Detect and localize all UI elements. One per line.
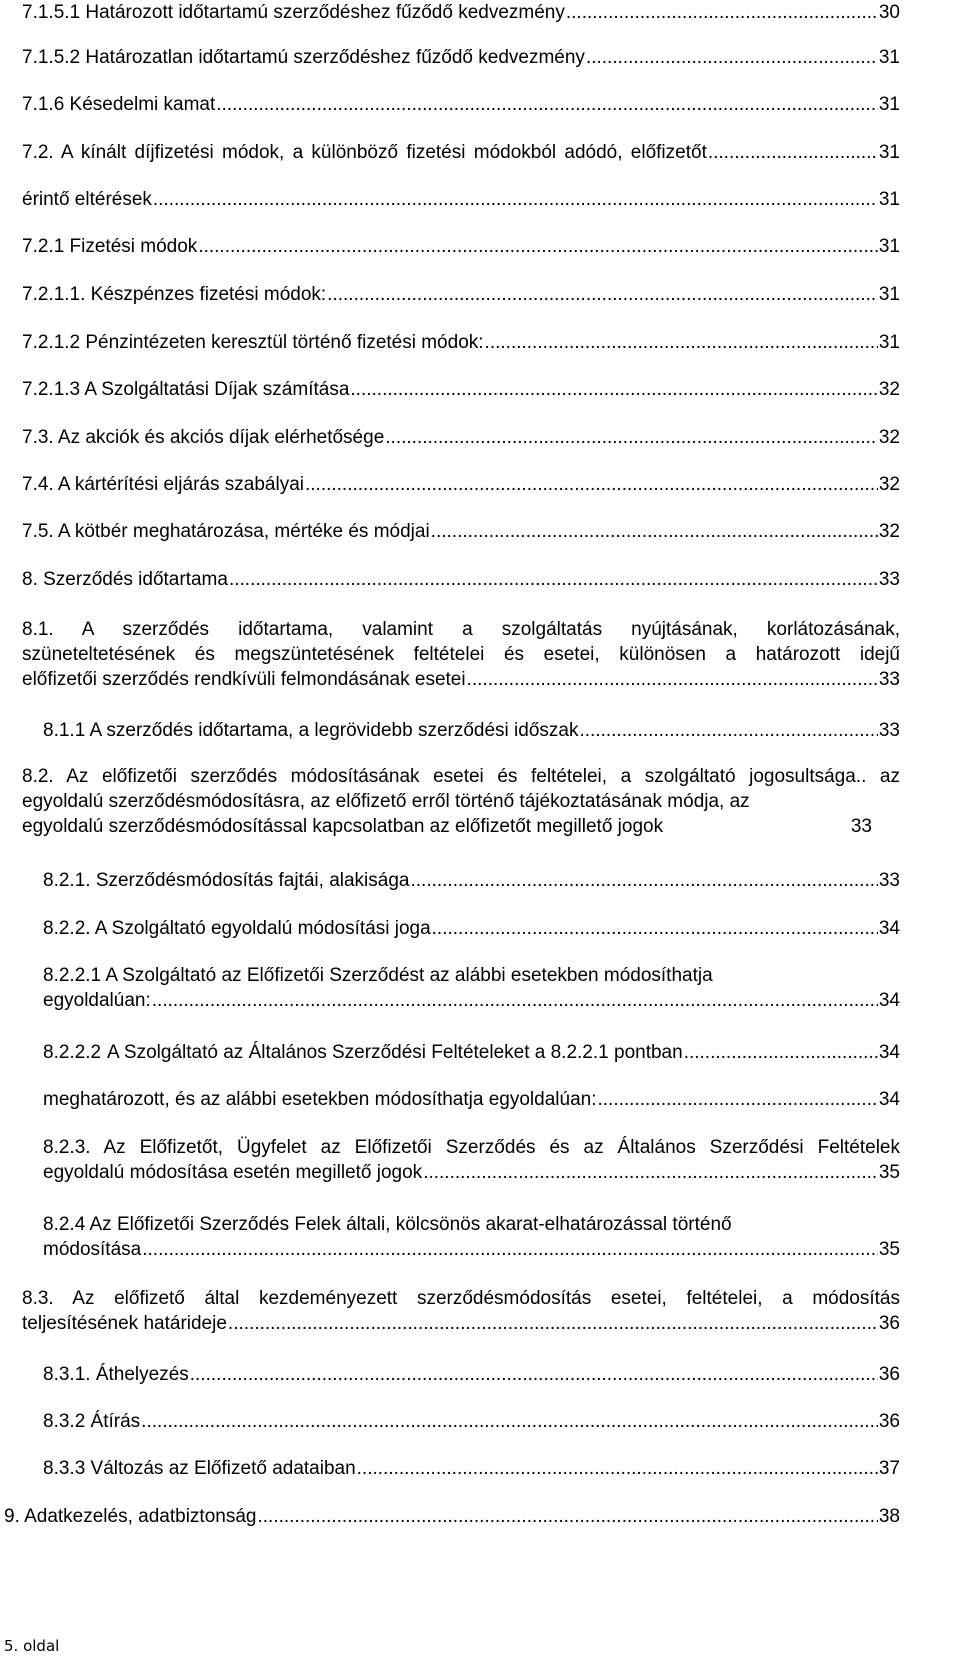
toc-entry[interactable] <box>22 519 900 544</box>
toc-entry-title: 7.2.1.1. Készpénzes fizetési módok: <box>22 284 327 305</box>
leader-dots <box>153 187 878 212</box>
toc-entry-title-cont: módosítása <box>43 1239 142 1260</box>
leader-dots <box>198 234 878 259</box>
toc-page-number: 35 <box>878 1162 900 1183</box>
leader-dots <box>708 140 878 165</box>
toc-entry-title-cont: egyoldalú szerződésmódosítással kapcsolatban az előfizetőt megillető jogok <box>22 816 664 837</box>
toc-entry[interactable] <box>43 963 900 1013</box>
toc-page-number: 32 <box>878 427 900 448</box>
leader-dots <box>305 472 878 497</box>
toc-page-number: 34 <box>878 1042 900 1063</box>
toc-entry[interactable] <box>22 0 900 25</box>
toc-page-number: 34 <box>878 918 900 939</box>
toc-page-number: 30 <box>878 2 900 23</box>
toc-entry[interactable] <box>43 1362 900 1387</box>
toc-entry[interactable] <box>22 92 900 117</box>
toc-entry-title: 8.3.2 Átírás <box>43 1411 141 1432</box>
toc-page-number: 33 <box>878 569 900 590</box>
toc-page-number: 36 <box>878 1313 900 1334</box>
toc-entry-title: 8.2.2. A Szolgáltató egyoldalú módosítási joga <box>43 918 431 939</box>
leader-dots <box>423 1160 878 1185</box>
leader-dots <box>152 988 878 1013</box>
toc-entry[interactable] <box>43 1135 900 1185</box>
toc-entry[interactable] <box>43 1087 900 1112</box>
leader-dots <box>410 868 877 893</box>
toc-page-number: 33 <box>878 720 900 741</box>
leader-dots <box>485 330 878 355</box>
toc-entry[interactable] <box>22 330 900 355</box>
leader-dots <box>327 282 878 307</box>
toc-entry-title: 7.2.1.3 A Szolgáltatási Díjak számítása <box>22 379 350 400</box>
leader-dots <box>467 667 878 692</box>
toc-entry[interactable] <box>22 282 900 307</box>
toc-entry-title-cont: előfizetői szerződés rendkívüli felmondásának esetei <box>22 669 466 690</box>
toc-entry-title: 7.2.1 Fizetési módok <box>22 236 198 257</box>
leader-dots <box>684 1040 878 1065</box>
toc-page-number: 37 <box>878 1458 900 1479</box>
toc-entry-title: 8.2.4 Az Előfizetői Szerződés Felek általi, kölcsönös akarat-elhatározással történő <box>43 1214 732 1235</box>
toc-entry[interactable] <box>22 45 900 70</box>
toc-page-number: 31 <box>878 284 900 305</box>
toc-entry-title: 8.1.1 A szerződés időtartama, a legrövidebb szerződési időszak <box>43 720 579 741</box>
toc-entry-title: 7.3. Az akciók és akciós díjak elérhetősége <box>22 427 385 448</box>
toc-entry[interactable] <box>22 764 900 839</box>
toc-page-number: 31 <box>878 47 900 68</box>
toc-entry-title: 8. Szerződés időtartama <box>22 569 228 590</box>
toc-entry-title-cont: egyoldalú szerződésmódosításra, az előfizető erről történő tájékoztatásának módja, az <box>22 791 750 812</box>
toc-entry-title: 9. Adatkezelés, adatbiztonság <box>4 1506 257 1527</box>
toc-entry-title: érintő eltérések <box>22 189 152 210</box>
toc-page-number: 36 <box>878 1364 900 1385</box>
toc-page-number: 38 <box>878 1506 900 1527</box>
toc-entry-title: 8.2. Az előfizetői szerződés módosításának esetei és feltételei, a szolgáltató jogosultsága.. az <box>22 766 900 787</box>
leader-dots <box>579 718 877 743</box>
leader-dots <box>431 519 878 544</box>
toc-entry[interactable] <box>43 868 900 893</box>
page-number-footer: 5. oldal <box>4 1637 60 1655</box>
toc-page-number: 32 <box>878 379 900 400</box>
toc-page-number: 34 <box>878 990 900 1011</box>
leader-dots <box>228 1311 878 1336</box>
toc-entry[interactable] <box>43 718 900 743</box>
leader-dots <box>216 92 878 117</box>
leader-dots <box>357 1456 878 1481</box>
toc-entry-title: 7.4. A kártérítési eljárás szabályai <box>22 474 304 495</box>
toc-entry-title-cont: teljesítésének határideje <box>22 1313 227 1334</box>
toc-page-number: 31 <box>878 142 900 163</box>
toc-entry-title: 7.2.1.2 Pénzintézeten keresztül történő fizetési módok: <box>22 332 484 353</box>
toc-page-number: 34 <box>878 1089 900 1110</box>
toc-entry-title: 8.3.3 Változás az Előfizető adataiban <box>43 1458 356 1479</box>
toc-entry[interactable] <box>22 567 900 592</box>
toc-entry[interactable] <box>43 1040 900 1065</box>
leader-dots <box>566 0 878 25</box>
toc-entry[interactable] <box>22 187 900 212</box>
toc-entry[interactable] <box>22 472 900 497</box>
toc-entry-title: 8.2.1. Szerződésmódosítás fajtái, alakisága <box>43 870 410 891</box>
toc-page-number: 31 <box>878 236 900 257</box>
toc-page-number: 36 <box>878 1411 900 1432</box>
leader-dots <box>432 916 878 941</box>
toc-entry[interactable] <box>22 377 900 402</box>
toc-page-number: 33 <box>878 870 900 891</box>
toc-entry[interactable] <box>22 617 900 692</box>
toc-page-number: 31 <box>878 332 900 353</box>
toc-entry-title: meghatározott, és az alábbi esetekben módosíthatja egyoldalúan: <box>43 1089 597 1110</box>
toc-entry-title: 8.3.1. Áthelyezés <box>43 1364 189 1385</box>
toc-entry-title-cont: szüneteltetésének és megszüntetésének feltételei és esetei, különösen a határozott idejű <box>22 644 900 665</box>
toc-entry-title: 8.1. A szerződés időtartama, valamint a szolgáltatás nyújtásának, korlátozásának, <box>22 619 900 640</box>
toc-entry-title: 8.2.3. Az Előfizetőt, Ügyfelet az Előfizetői Szerződés és az Általános Szerződési Feltételek <box>43 1137 900 1158</box>
toc-entry[interactable] <box>22 140 900 165</box>
leader-dots <box>229 567 878 592</box>
toc-entry-title: 7.5. A kötbér meghatározása, mértéke és módjai <box>22 521 430 542</box>
toc-entry[interactable] <box>43 916 900 941</box>
toc-page-number: 31 <box>878 94 900 115</box>
leader-dots <box>141 1409 878 1434</box>
toc-entry[interactable] <box>22 234 900 259</box>
leader-dots <box>586 45 878 70</box>
toc-entry[interactable] <box>22 1286 900 1336</box>
toc-entry-title: A Szolgáltató az Általános Szerződési Feltételeket a 8.2.2.1 pontban <box>107 1042 683 1063</box>
toc-entry[interactable] <box>43 1212 900 1262</box>
toc-entry-title-cont: egyoldalúan: <box>43 990 151 1011</box>
toc-entry[interactable] <box>22 425 900 450</box>
toc-entry-title: 7.2. A kínált díjfizetési módok, a különböző fizetési módokból adódó, előfizetőt <box>22 142 707 163</box>
leader-dots <box>257 1504 877 1529</box>
toc-page-number: 33 <box>878 669 900 690</box>
leader-dots <box>385 425 878 450</box>
toc-entry-title: 7.1.5.2 Határozatlan időtartamú szerződéshez fűződő kedvezmény <box>22 47 585 68</box>
toc-entry-title: 8.3. Az előfizető által kezdeményezett szerződésmódosítás esetei, feltételei, a módosítás <box>22 1288 900 1309</box>
leader-dots <box>350 377 877 402</box>
toc-entry-title-cont: egyoldalú módosítása esetén megillető jogok <box>43 1162 423 1183</box>
toc-page-number: 35 <box>878 1239 900 1260</box>
toc-entry[interactable] <box>4 1504 900 1529</box>
toc-entry-title: 7.1.5.1 Határozott időtartamú szerződéshez fűződő kedvezmény <box>22 2 565 23</box>
toc-entry-number: 8.2.2.2 <box>43 1042 102 1063</box>
toc-page-number: 32 <box>878 474 900 495</box>
toc-entry[interactable] <box>43 1409 900 1434</box>
toc-page-number: 33 <box>850 816 872 837</box>
toc-entry-title: 7.1.6 Késedelmi kamat <box>22 94 216 115</box>
toc-entry[interactable] <box>43 1456 900 1481</box>
leader-dots <box>597 1087 877 1112</box>
toc-page-number: 32 <box>878 521 900 542</box>
toc-page-number: 31 <box>878 189 900 210</box>
toc-entry-title: 8.2.2.1 A Szolgáltató az Előfizetői Szerződést az alábbi esetekben módosíthatja <box>43 965 713 986</box>
leader-dots <box>142 1237 878 1262</box>
leader-dots <box>190 1362 878 1387</box>
